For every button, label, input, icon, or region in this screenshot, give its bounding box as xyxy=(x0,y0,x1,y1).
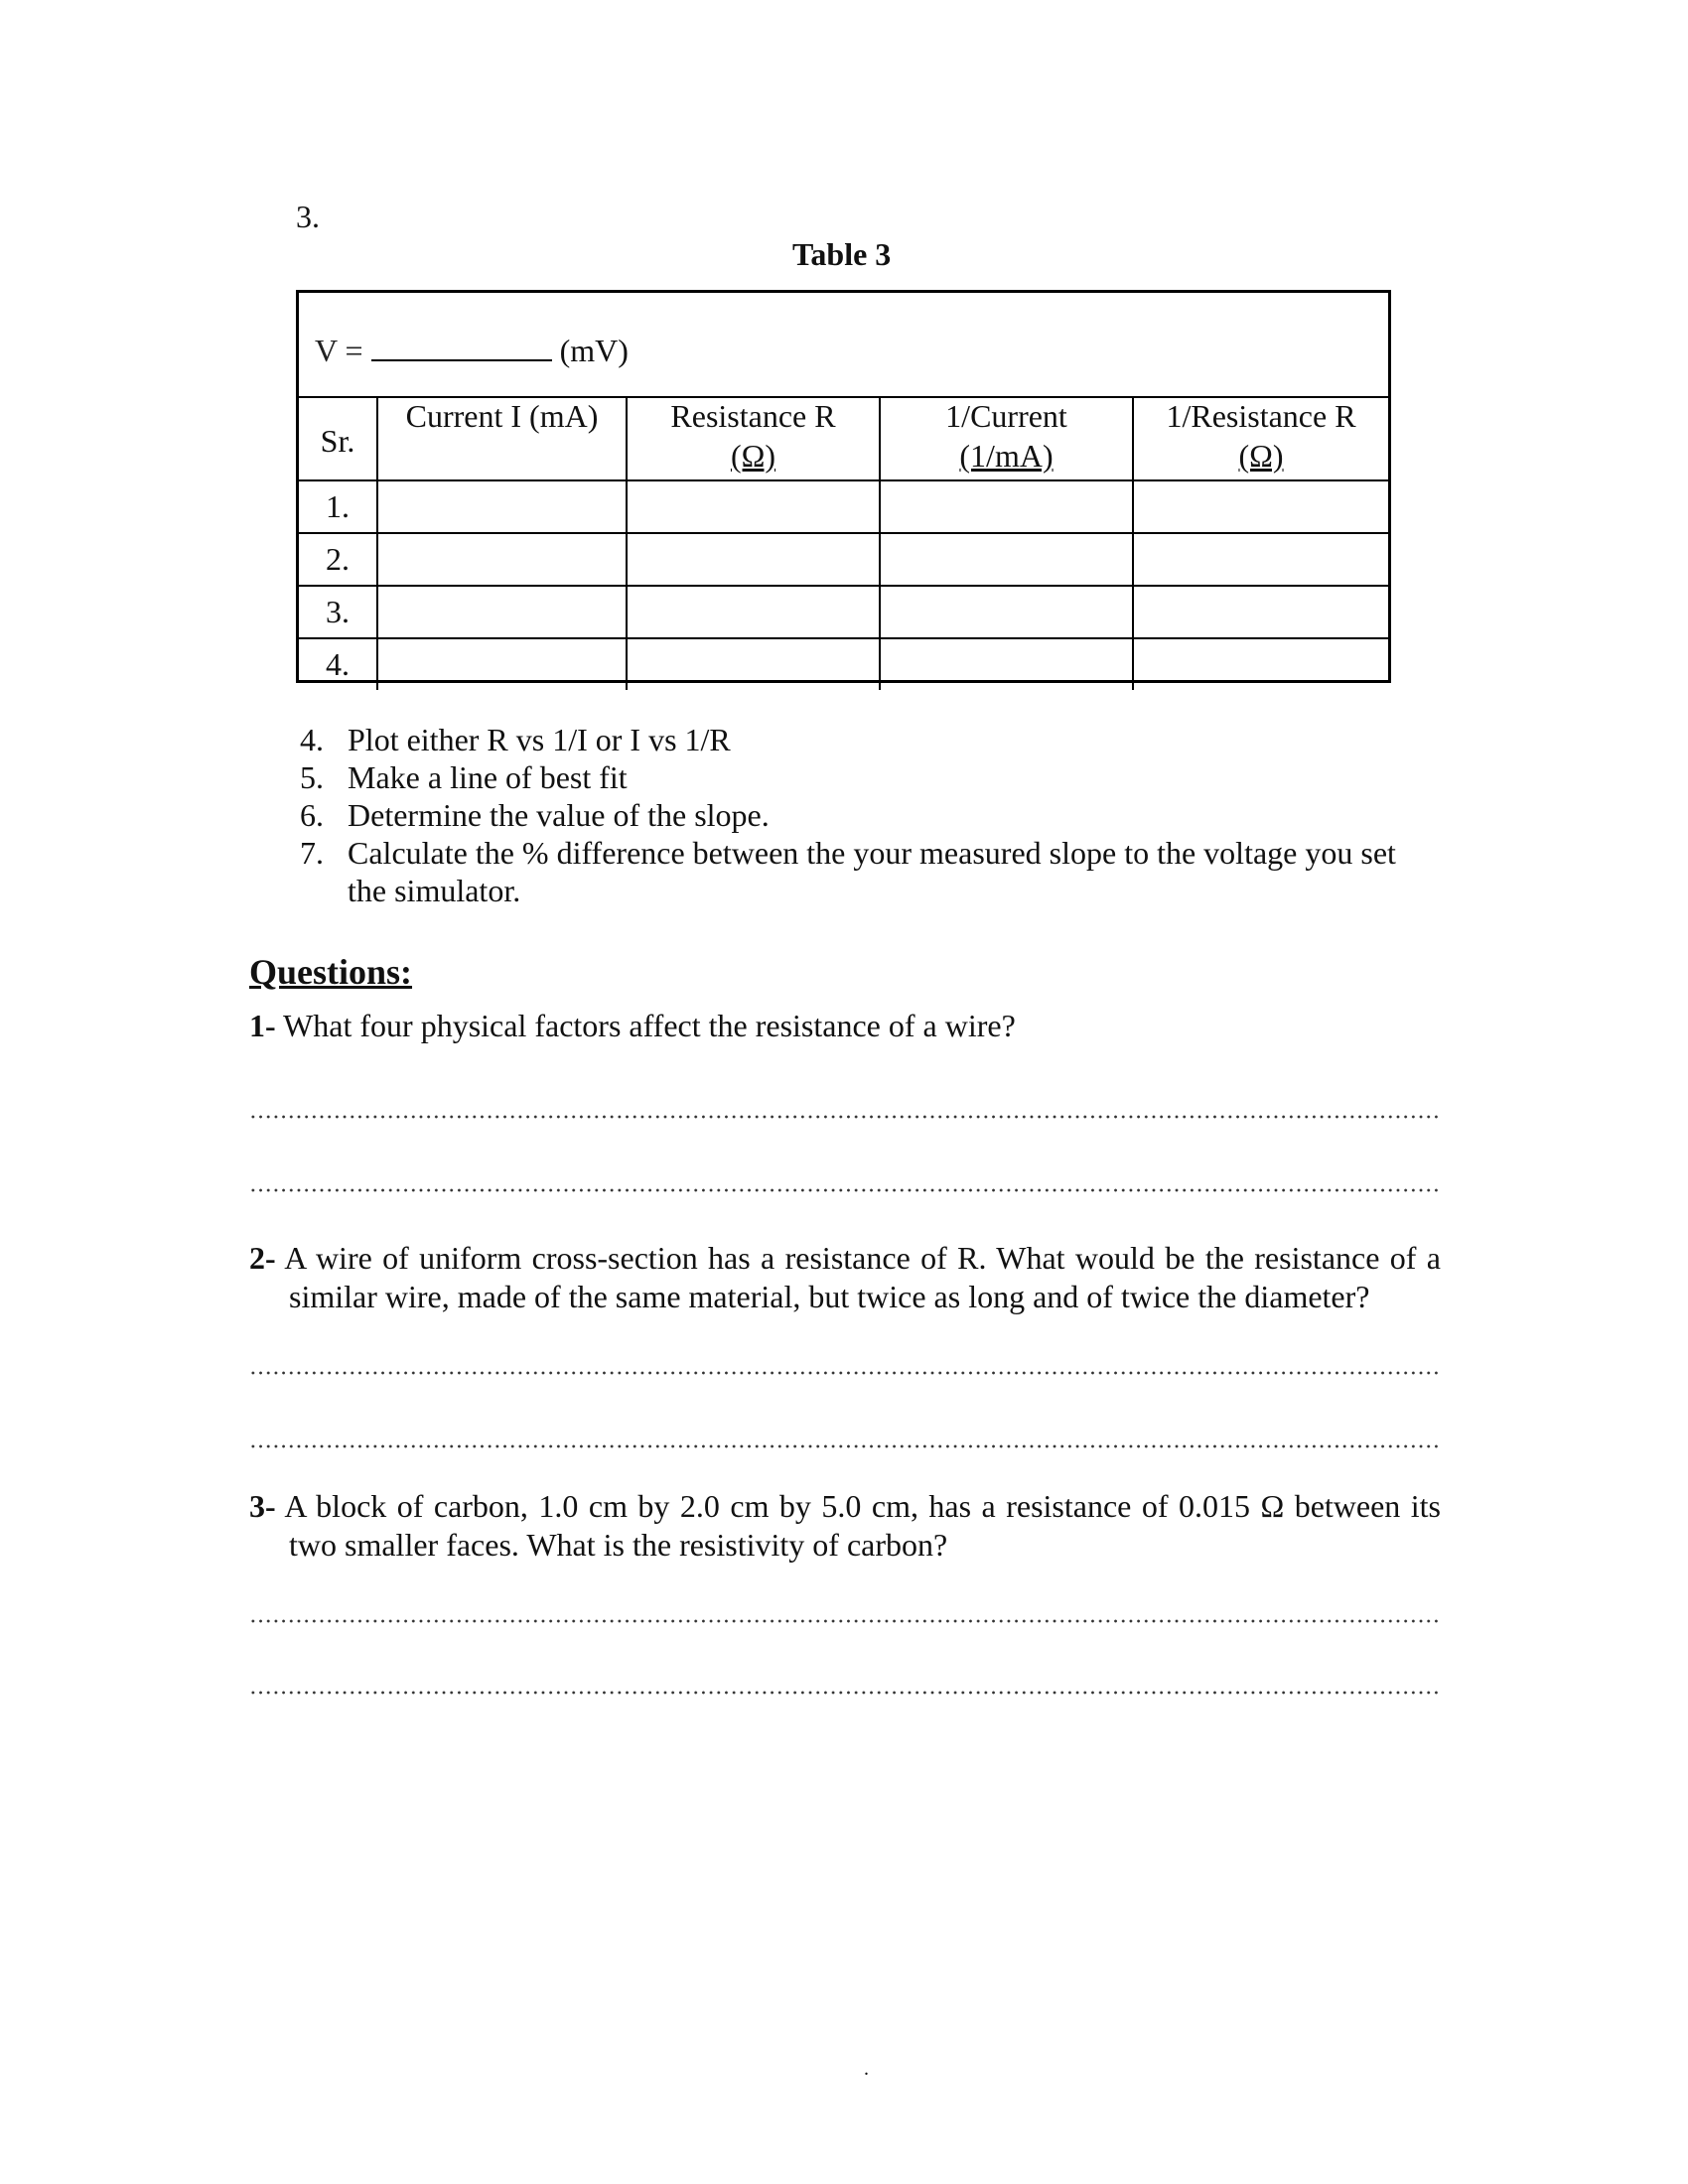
cell-inverse-resistance[interactable] xyxy=(1133,533,1388,586)
table-header-row xyxy=(299,396,1388,480)
step-number: 3. xyxy=(296,199,320,234)
header-sr: Sr. xyxy=(299,396,377,480)
list-item: 5. Make a line of best fit xyxy=(300,759,628,795)
list-item: 7. Calculate the % difference between the your measured slope to the voltage you set the simulator. xyxy=(300,835,1396,908)
list-item: 4. Plot either R vs 1/I or I vs 1/R xyxy=(300,722,731,757)
question-3: 3- A block of carbon, 1.0 cm by 2.0 cm by 5.0 cm, has a resistance of 0.015 Ω between its two smaller faces. What is the resistivity of carbon? xyxy=(249,1488,1441,1563)
cell-current[interactable] xyxy=(377,533,627,586)
table-row xyxy=(299,586,1388,638)
table-row xyxy=(299,638,1388,690)
cell-current[interactable] xyxy=(377,638,627,690)
table-row xyxy=(299,533,1388,586)
cell-inverse-resistance[interactable] xyxy=(1133,480,1388,533)
cell-inverse-current[interactable] xyxy=(880,638,1133,690)
answer-line[interactable] xyxy=(249,1690,1441,1696)
questions-heading: Questions: xyxy=(249,952,413,992)
answer-line[interactable] xyxy=(249,1443,1441,1449)
cell-inverse-resistance[interactable] xyxy=(1133,586,1388,638)
question-1: 1- What four physical factors affect the resistance of a wire? xyxy=(249,1008,1016,1043)
cell-resistance[interactable] xyxy=(627,533,880,586)
table-grid xyxy=(299,396,1388,690)
cell-inverse-resistance[interactable] xyxy=(1133,638,1388,690)
answer-line[interactable] xyxy=(249,1114,1441,1120)
voltage-label: V = xyxy=(315,333,363,368)
data-table xyxy=(296,290,1391,683)
table-row xyxy=(299,480,1388,533)
voltage-row xyxy=(299,293,1388,398)
cell-current[interactable] xyxy=(377,586,627,638)
answer-line[interactable] xyxy=(249,1618,1441,1624)
header-inverse-current: 1/Current (1/mA) xyxy=(880,396,1133,480)
row-number: 1. xyxy=(299,480,377,533)
header-resistance: Resistance R (Ω) xyxy=(627,396,880,480)
cell-resistance[interactable] xyxy=(627,638,880,690)
row-number: 3. xyxy=(299,586,377,638)
question-2: 2- A wire of uniform cross-section has a resistance of R. What would be the resistance of a similar wire, made of the same material, but twice as long and of twice the diameter? xyxy=(249,1240,1442,1314)
header-inverse-resistance: 1/Resistance R (Ω) xyxy=(1133,396,1388,480)
cell-inverse-current[interactable] xyxy=(880,586,1133,638)
procedure-steps xyxy=(296,721,1408,909)
table-title: Table 3 xyxy=(792,236,892,272)
row-number: 2. xyxy=(299,533,377,586)
cell-resistance[interactable] xyxy=(627,480,880,533)
voltage-blank-field[interactable] xyxy=(371,334,552,361)
cell-inverse-current[interactable] xyxy=(880,533,1133,586)
cell-current[interactable] xyxy=(377,480,627,533)
list-item: 6. Determine the value of the slope. xyxy=(300,797,770,833)
answer-line[interactable] xyxy=(249,1187,1441,1193)
page-mark: . xyxy=(864,2058,869,2080)
cell-resistance[interactable] xyxy=(627,586,880,638)
row-number: 4. xyxy=(299,638,377,690)
header-current: Current I (mA) xyxy=(377,396,627,480)
voltage-unit: (mV) xyxy=(559,333,629,368)
cell-inverse-current[interactable] xyxy=(880,480,1133,533)
answer-line[interactable] xyxy=(249,1370,1441,1376)
